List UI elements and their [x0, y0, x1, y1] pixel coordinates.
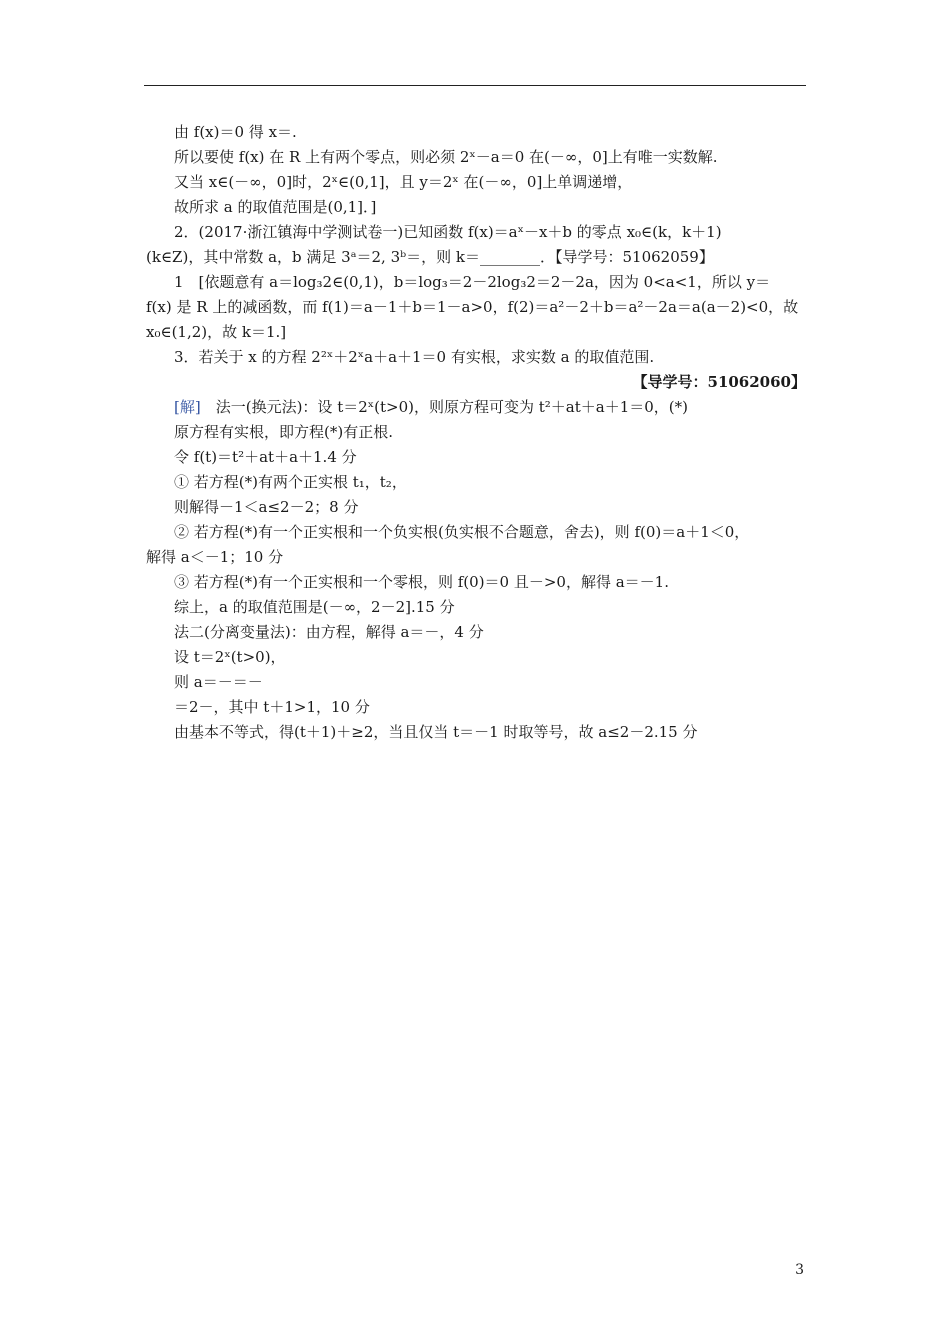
text-line: 所以要使 f(x) 在 R 上有两个零点，则必须 2ˣ－a＝0 在(－∞，0]上有唯一实数解.: [174, 148, 718, 166]
text-line: 设 t＝2ˣ(t>0)，: [174, 648, 286, 666]
text-line: ＝2－，其中 t＋1>1，10 分: [174, 698, 370, 716]
question-3-line: 3．若关于 x 的方程 2²ˣ＋2ˣa＋a＋1＝0 有实根，求实数 a 的取值范围.: [174, 348, 655, 366]
solution-tag: [解]: [174, 398, 201, 416]
text-line: ③ 若方程(*)有一个正实根和一个零根，则 f(0)＝0 且－>0，解得 a＝－1.: [174, 573, 669, 591]
text-line: 原方程有实根，即方程(*)有正根.: [174, 423, 393, 441]
text-line: 则 a＝－＝－: [174, 673, 263, 691]
text-line: f(x) 是 R 上的减函数，而 f(1)＝a－1＋b＝1－a>0，f(2)＝a²－2＋b＝a²－2a＝a(a－2)<0，故: [146, 298, 799, 316]
text-line: 由基本不等式，得(t＋1)＋≥2，当且仅当 t＝－1 时取等号，故 a≤2－2.15 分: [174, 723, 698, 741]
text-line: 综上，a 的取值范围是(－∞，2－2].15 分: [174, 598, 455, 616]
solution-line: [146, 395, 806, 420]
text-line: ① 若方程(*)有两个正实根 t₁，t₂，: [174, 473, 407, 491]
page-number: 3: [795, 1262, 804, 1278]
text-line: 故所求 a 的取值范围是(0,1]．]: [174, 198, 377, 216]
text-line: 由 f(x)＝0 得 x＝.: [174, 123, 297, 141]
text-line: 法二(分离变量法)：由方程，解得 a＝－，4 分: [174, 623, 484, 641]
text-line: ② 若方程(*)有一个正实根和一个负实根(负实根不合题意，舍去)，则 f(0)＝a＋1＜0，: [174, 523, 750, 541]
text-line: 令 f(t)＝t²＋at＋a＋1.4 分: [174, 448, 357, 466]
answer-2-line: 1 [依题意有 a＝log₃2∈(0,1)，b＝log₃＝2－2log₃2＝2－2a，因为 0<a<1，所以 y＝: [174, 273, 771, 291]
text-line: (k∈Z)，其中常数 a，b 满足 3ᵃ＝2, 3ᵇ＝，则 k＝________．【导学号：51062059】: [146, 248, 714, 266]
text-line: 解得 a＜－1；10 分: [146, 548, 284, 566]
question-2-line: 2．(2017·浙江镇海中学测试卷一)已知函数 f(x)＝aˣ－x＋b 的零点 x₀∈(k，k＋1): [174, 223, 722, 241]
header-rule: [144, 85, 806, 86]
text-line: 又当 x∈(－∞，0]时，2ˣ∈(0,1]，且 y＝2ˣ 在(－∞，0]上单调递增，: [174, 173, 633, 191]
text-line: 则解得－1＜a≤2－2；8 分: [174, 498, 359, 516]
text-line: x₀∈(1,2)，故 k＝1.]: [146, 323, 287, 341]
guide-number: 【导学号：51062060】: [632, 373, 806, 391]
document-body: [146, 120, 806, 745]
solution-text: 法一(换元法)：设 t＝2ˣ(t>0)，则原方程可变为 t²＋at＋a＋1＝0，(*): [200, 398, 688, 416]
